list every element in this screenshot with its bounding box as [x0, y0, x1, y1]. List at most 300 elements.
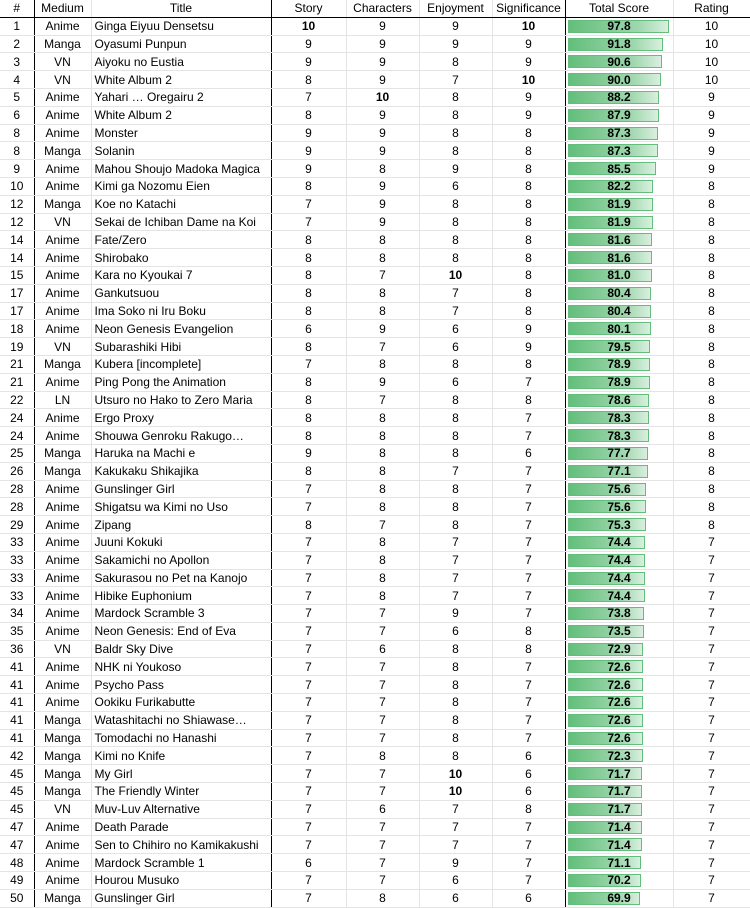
cell-enjoyment[interactable]: 6 [419, 622, 492, 640]
cell-title[interactable]: Ima Soko ni Iru Boku [91, 302, 271, 320]
cell-medium[interactable]: Anime [34, 605, 91, 623]
cell-rating[interactable]: 8 [673, 355, 750, 373]
cell-medium[interactable]: Anime [34, 569, 91, 587]
cell-rating[interactable]: 8 [673, 338, 750, 356]
cell-story[interactable]: 7 [271, 747, 346, 765]
cell-story[interactable]: 7 [271, 658, 346, 676]
cell-medium[interactable]: Anime [34, 818, 91, 836]
cell-significance[interactable]: 8 [492, 177, 565, 195]
cell-rank[interactable]: 34 [0, 605, 34, 623]
cell-story[interactable]: 7 [271, 818, 346, 836]
cell-rating[interactable]: 7 [673, 587, 750, 605]
cell-medium[interactable]: Anime [34, 533, 91, 551]
cell-enjoyment[interactable]: 8 [419, 729, 492, 747]
cell-title[interactable]: Hourou Musuko [91, 872, 271, 890]
cell-story[interactable]: 7 [271, 783, 346, 801]
cell-rank[interactable]: 36 [0, 640, 34, 658]
cell-significance[interactable]: 7 [492, 373, 565, 391]
cell-title[interactable]: Kimi ga Nozomu Eien [91, 177, 271, 195]
cell-story[interactable]: 8 [271, 462, 346, 480]
cell-title[interactable]: Tomodachi no Hanashi [91, 729, 271, 747]
cell-medium[interactable]: VN [34, 800, 91, 818]
cell-enjoyment[interactable]: 8 [419, 213, 492, 231]
header-title[interactable]: Title [91, 0, 271, 17]
cell-story[interactable]: 9 [271, 53, 346, 71]
cell-total-score[interactable] [565, 142, 673, 160]
cell-total-score[interactable] [565, 373, 673, 391]
cell-medium[interactable]: Anime [34, 17, 91, 35]
cell-enjoyment[interactable]: 8 [419, 658, 492, 676]
cell-rank[interactable]: 41 [0, 729, 34, 747]
cell-title[interactable]: Mardock Scramble 3 [91, 605, 271, 623]
cell-characters[interactable]: 7 [346, 658, 419, 676]
cell-rank[interactable]: 8 [0, 142, 34, 160]
cell-title[interactable]: Shigatsu wa Kimi no Uso [91, 498, 271, 516]
cell-characters[interactable]: 8 [346, 284, 419, 302]
cell-total-score[interactable] [565, 409, 673, 427]
cell-title[interactable]: Sakurasou no Pet na Kanojo [91, 569, 271, 587]
cell-enjoyment[interactable]: 7 [419, 302, 492, 320]
cell-total-score[interactable] [565, 302, 673, 320]
cell-enjoyment[interactable]: 9 [419, 17, 492, 35]
cell-rating[interactable]: 7 [673, 711, 750, 729]
cell-title[interactable]: Shirobako [91, 249, 271, 267]
header-significance[interactable]: Significance [492, 0, 565, 17]
cell-rating[interactable]: 7 [673, 836, 750, 854]
header-rating[interactable]: Rating [673, 0, 750, 17]
cell-medium[interactable]: Manga [34, 462, 91, 480]
cell-significance[interactable]: 10 [492, 17, 565, 35]
cell-characters[interactable]: 8 [346, 462, 419, 480]
cell-characters[interactable]: 7 [346, 836, 419, 854]
cell-rank[interactable]: 45 [0, 783, 34, 801]
cell-title[interactable]: Kimi no Knife [91, 747, 271, 765]
cell-story[interactable]: 7 [271, 605, 346, 623]
cell-story[interactable]: 7 [271, 836, 346, 854]
cell-characters[interactable]: 6 [346, 640, 419, 658]
cell-medium[interactable]: LN [34, 391, 91, 409]
cell-total-score[interactable] [565, 249, 673, 267]
cell-medium[interactable]: VN [34, 213, 91, 231]
cell-title[interactable]: My Girl [91, 765, 271, 783]
cell-enjoyment[interactable]: 10 [419, 266, 492, 284]
cell-title[interactable]: Kakukaku Shikajika [91, 462, 271, 480]
cell-medium[interactable]: Anime [34, 498, 91, 516]
cell-total-score[interactable] [565, 266, 673, 284]
cell-characters[interactable]: 8 [346, 444, 419, 462]
cell-medium[interactable]: Anime [34, 177, 91, 195]
cell-title[interactable]: Juuni Kokuki [91, 533, 271, 551]
cell-significance[interactable]: 8 [492, 142, 565, 160]
cell-story[interactable]: 7 [271, 498, 346, 516]
cell-rank[interactable]: 6 [0, 106, 34, 124]
cell-significance[interactable]: 9 [492, 106, 565, 124]
cell-enjoyment[interactable]: 9 [419, 854, 492, 872]
cell-story[interactable]: 9 [271, 160, 346, 178]
cell-story[interactable]: 8 [271, 427, 346, 445]
cell-title[interactable]: Kubera [incomplete] [91, 355, 271, 373]
cell-enjoyment[interactable]: 8 [419, 231, 492, 249]
cell-rating[interactable]: 9 [673, 88, 750, 106]
cell-rank[interactable]: 41 [0, 658, 34, 676]
cell-enjoyment[interactable]: 9 [419, 35, 492, 53]
cell-enjoyment[interactable]: 8 [419, 480, 492, 498]
cell-title[interactable]: Yahari … Oregairu 2 [91, 88, 271, 106]
cell-significance[interactable]: 8 [492, 231, 565, 249]
cell-story[interactable]: 7 [271, 569, 346, 587]
cell-title[interactable]: Hibike Euphonium [91, 587, 271, 605]
cell-medium[interactable]: Anime [34, 373, 91, 391]
cell-enjoyment[interactable]: 10 [419, 765, 492, 783]
cell-story[interactable]: 7 [271, 551, 346, 569]
cell-total-score[interactable] [565, 106, 673, 124]
cell-total-score[interactable] [565, 35, 673, 53]
cell-characters[interactable]: 9 [346, 53, 419, 71]
cell-rank[interactable]: 10 [0, 177, 34, 195]
cell-medium[interactable]: Anime [34, 622, 91, 640]
cell-enjoyment[interactable]: 8 [419, 427, 492, 445]
cell-enjoyment[interactable]: 7 [419, 551, 492, 569]
cell-characters[interactable]: 9 [346, 106, 419, 124]
cell-story[interactable]: 7 [271, 533, 346, 551]
cell-total-score[interactable] [565, 640, 673, 658]
cell-characters[interactable]: 7 [346, 729, 419, 747]
cell-total-score[interactable] [565, 854, 673, 872]
cell-enjoyment[interactable]: 8 [419, 88, 492, 106]
cell-characters[interactable]: 7 [346, 266, 419, 284]
cell-medium[interactable]: Manga [34, 765, 91, 783]
cell-rank[interactable]: 24 [0, 409, 34, 427]
cell-total-score[interactable] [565, 320, 673, 338]
cell-enjoyment[interactable]: 8 [419, 640, 492, 658]
cell-characters[interactable]: 8 [346, 889, 419, 907]
cell-medium[interactable]: Manga [34, 729, 91, 747]
cell-title[interactable]: Shouwa Genroku Rakugo… [91, 427, 271, 445]
cell-rank[interactable]: 47 [0, 818, 34, 836]
cell-characters[interactable]: 9 [346, 373, 419, 391]
cell-medium[interactable]: VN [34, 640, 91, 658]
cell-rating[interactable]: 7 [673, 889, 750, 907]
cell-rank[interactable]: 1 [0, 17, 34, 35]
cell-characters[interactable]: 7 [346, 516, 419, 534]
cell-medium[interactable]: Manga [34, 783, 91, 801]
cell-total-score[interactable] [565, 124, 673, 142]
cell-story[interactable]: 7 [271, 355, 346, 373]
cell-rating[interactable]: 9 [673, 106, 750, 124]
cell-story[interactable]: 7 [271, 694, 346, 712]
cell-rank[interactable]: 50 [0, 889, 34, 907]
cell-story[interactable]: 7 [271, 676, 346, 694]
cell-rank[interactable]: 41 [0, 694, 34, 712]
cell-rating[interactable]: 7 [673, 622, 750, 640]
cell-story[interactable]: 8 [271, 177, 346, 195]
cell-significance[interactable]: 9 [492, 53, 565, 71]
cell-rating[interactable]: 10 [673, 53, 750, 71]
cell-story[interactable]: 10 [271, 17, 346, 35]
cell-medium[interactable]: Anime [34, 694, 91, 712]
cell-rank[interactable]: 35 [0, 622, 34, 640]
cell-title[interactable]: Solanin [91, 142, 271, 160]
cell-total-score[interactable] [565, 605, 673, 623]
header-enjoyment[interactable]: Enjoyment [419, 0, 492, 17]
cell-characters[interactable]: 9 [346, 177, 419, 195]
cell-significance[interactable]: 8 [492, 213, 565, 231]
cell-characters[interactable]: 8 [346, 533, 419, 551]
cell-rank[interactable]: 17 [0, 302, 34, 320]
cell-total-score[interactable] [565, 498, 673, 516]
cell-enjoyment[interactable]: 8 [419, 391, 492, 409]
cell-title[interactable]: Koe no Katachi [91, 195, 271, 213]
cell-rank[interactable]: 14 [0, 231, 34, 249]
cell-significance[interactable]: 8 [492, 266, 565, 284]
cell-rank[interactable]: 17 [0, 284, 34, 302]
cell-rank[interactable]: 28 [0, 498, 34, 516]
cell-story[interactable]: 7 [271, 622, 346, 640]
cell-characters[interactable]: 8 [346, 480, 419, 498]
cell-enjoyment[interactable]: 8 [419, 711, 492, 729]
cell-significance[interactable]: 7 [492, 818, 565, 836]
cell-significance[interactable]: 8 [492, 800, 565, 818]
cell-significance[interactable]: 6 [492, 889, 565, 907]
cell-rating[interactable]: 9 [673, 124, 750, 142]
cell-significance[interactable]: 7 [492, 427, 565, 445]
cell-story[interactable]: 9 [271, 444, 346, 462]
cell-enjoyment[interactable]: 6 [419, 373, 492, 391]
cell-total-score[interactable] [565, 872, 673, 890]
cell-enjoyment[interactable]: 7 [419, 71, 492, 89]
cell-rank[interactable]: 22 [0, 391, 34, 409]
cell-story[interactable]: 7 [271, 587, 346, 605]
cell-characters[interactable]: 9 [346, 124, 419, 142]
cell-rating[interactable]: 8 [673, 284, 750, 302]
cell-significance[interactable]: 9 [492, 88, 565, 106]
cell-medium[interactable]: Anime [34, 480, 91, 498]
cell-title[interactable]: Fate/Zero [91, 231, 271, 249]
cell-significance[interactable]: 8 [492, 355, 565, 373]
cell-enjoyment[interactable]: 8 [419, 444, 492, 462]
cell-characters[interactable]: 7 [346, 338, 419, 356]
cell-significance[interactable]: 9 [492, 320, 565, 338]
cell-significance[interactable]: 8 [492, 391, 565, 409]
cell-enjoyment[interactable]: 7 [419, 569, 492, 587]
header-medium[interactable]: Medium [34, 0, 91, 17]
cell-medium[interactable]: Anime [34, 587, 91, 605]
cell-title[interactable]: Monster [91, 124, 271, 142]
cell-story[interactable]: 7 [271, 213, 346, 231]
cell-rating[interactable]: 8 [673, 195, 750, 213]
cell-medium[interactable]: Anime [34, 106, 91, 124]
cell-rank[interactable]: 41 [0, 676, 34, 694]
cell-total-score[interactable] [565, 765, 673, 783]
cell-significance[interactable]: 9 [492, 338, 565, 356]
cell-rank[interactable]: 19 [0, 338, 34, 356]
cell-significance[interactable]: 7 [492, 676, 565, 694]
cell-title[interactable]: Death Parade [91, 818, 271, 836]
cell-medium[interactable]: Anime [34, 284, 91, 302]
cell-significance[interactable]: 7 [492, 694, 565, 712]
cell-total-score[interactable] [565, 533, 673, 551]
cell-medium[interactable]: Manga [34, 889, 91, 907]
cell-rank[interactable]: 8 [0, 124, 34, 142]
cell-enjoyment[interactable]: 8 [419, 142, 492, 160]
cell-medium[interactable]: VN [34, 53, 91, 71]
cell-title[interactable]: Utsuro no Hako to Zero Maria [91, 391, 271, 409]
cell-total-score[interactable] [565, 71, 673, 89]
cell-medium[interactable]: Anime [34, 88, 91, 106]
cell-characters[interactable]: 8 [346, 569, 419, 587]
cell-title[interactable]: Gunslinger Girl [91, 480, 271, 498]
cell-story[interactable]: 9 [271, 35, 346, 53]
cell-rank[interactable]: 29 [0, 516, 34, 534]
cell-significance[interactable]: 6 [492, 747, 565, 765]
cell-title[interactable]: White Album 2 [91, 106, 271, 124]
cell-significance[interactable]: 6 [492, 444, 565, 462]
cell-story[interactable]: 7 [271, 480, 346, 498]
cell-total-score[interactable] [565, 88, 673, 106]
cell-significance[interactable]: 7 [492, 605, 565, 623]
cell-enjoyment[interactable]: 7 [419, 533, 492, 551]
cell-story[interactable]: 8 [271, 249, 346, 267]
cell-story[interactable]: 6 [271, 854, 346, 872]
cell-rank[interactable]: 12 [0, 213, 34, 231]
cell-medium[interactable]: Anime [34, 551, 91, 569]
cell-medium[interactable]: Anime [34, 676, 91, 694]
cell-total-score[interactable] [565, 53, 673, 71]
cell-rating[interactable]: 7 [673, 783, 750, 801]
cell-medium[interactable]: Anime [34, 516, 91, 534]
cell-significance[interactable]: 7 [492, 587, 565, 605]
cell-total-score[interactable] [565, 231, 673, 249]
cell-rank[interactable]: 41 [0, 711, 34, 729]
cell-total-score[interactable] [565, 711, 673, 729]
cell-medium[interactable]: Anime [34, 160, 91, 178]
cell-rank[interactable]: 49 [0, 872, 34, 890]
cell-significance[interactable]: 8 [492, 249, 565, 267]
cell-story[interactable]: 7 [271, 88, 346, 106]
cell-rating[interactable]: 10 [673, 71, 750, 89]
cell-characters[interactable]: 8 [346, 427, 419, 445]
cell-characters[interactable]: 7 [346, 605, 419, 623]
cell-story[interactable]: 8 [271, 338, 346, 356]
cell-title[interactable]: Watashitachi no Shiawase… [91, 711, 271, 729]
cell-rating[interactable]: 8 [673, 498, 750, 516]
cell-significance[interactable]: 7 [492, 836, 565, 854]
cell-story[interactable]: 8 [271, 391, 346, 409]
cell-characters[interactable]: 7 [346, 622, 419, 640]
cell-characters[interactable]: 8 [346, 409, 419, 427]
cell-characters[interactable]: 8 [346, 355, 419, 373]
cell-rank[interactable]: 12 [0, 195, 34, 213]
cell-rank[interactable]: 33 [0, 533, 34, 551]
cell-significance[interactable]: 6 [492, 765, 565, 783]
cell-total-score[interactable] [565, 284, 673, 302]
cell-rating[interactable]: 8 [673, 391, 750, 409]
cell-characters[interactable]: 9 [346, 195, 419, 213]
cell-significance[interactable]: 9 [492, 35, 565, 53]
cell-total-score[interactable] [565, 195, 673, 213]
cell-medium[interactable]: Manga [34, 142, 91, 160]
cell-title[interactable]: Oyasumi Punpun [91, 35, 271, 53]
cell-rating[interactable]: 8 [673, 177, 750, 195]
cell-rating[interactable]: 7 [673, 747, 750, 765]
cell-rank[interactable]: 9 [0, 160, 34, 178]
cell-rating[interactable]: 8 [673, 373, 750, 391]
cell-enjoyment[interactable]: 8 [419, 106, 492, 124]
cell-rating[interactable]: 7 [673, 605, 750, 623]
cell-total-score[interactable] [565, 516, 673, 534]
cell-significance[interactable]: 8 [492, 284, 565, 302]
cell-significance[interactable]: 7 [492, 551, 565, 569]
cell-total-score[interactable] [565, 480, 673, 498]
cell-enjoyment[interactable]: 8 [419, 249, 492, 267]
cell-total-score[interactable] [565, 17, 673, 35]
cell-significance[interactable]: 8 [492, 160, 565, 178]
cell-medium[interactable]: Manga [34, 444, 91, 462]
cell-title[interactable]: Ookiku Furikabutte [91, 694, 271, 712]
cell-rating[interactable]: 7 [673, 765, 750, 783]
cell-significance[interactable]: 10 [492, 71, 565, 89]
cell-enjoyment[interactable]: 8 [419, 195, 492, 213]
cell-characters[interactable]: 7 [346, 391, 419, 409]
cell-rank[interactable]: 26 [0, 462, 34, 480]
cell-story[interactable]: 8 [271, 231, 346, 249]
cell-rating[interactable]: 7 [673, 640, 750, 658]
cell-significance[interactable]: 7 [492, 533, 565, 551]
cell-rating[interactable]: 10 [673, 17, 750, 35]
cell-significance[interactable]: 7 [492, 569, 565, 587]
cell-story[interactable]: 6 [271, 320, 346, 338]
header-characters[interactable]: Characters [346, 0, 419, 17]
cell-total-score[interactable] [565, 818, 673, 836]
cell-story[interactable]: 8 [271, 302, 346, 320]
cell-total-score[interactable] [565, 391, 673, 409]
cell-rank[interactable]: 5 [0, 88, 34, 106]
cell-enjoyment[interactable]: 9 [419, 605, 492, 623]
cell-rating[interactable]: 8 [673, 213, 750, 231]
cell-rating[interactable]: 7 [673, 800, 750, 818]
cell-total-score[interactable] [565, 462, 673, 480]
cell-medium[interactable]: Anime [34, 124, 91, 142]
cell-characters[interactable]: 8 [346, 551, 419, 569]
cell-medium[interactable]: Anime [34, 409, 91, 427]
cell-enjoyment[interactable]: 6 [419, 177, 492, 195]
cell-rank[interactable]: 33 [0, 551, 34, 569]
cell-characters[interactable]: 6 [346, 800, 419, 818]
cell-title[interactable]: Muv-Luv Alternative [91, 800, 271, 818]
cell-total-score[interactable] [565, 622, 673, 640]
cell-title[interactable]: Kara no Kyoukai 7 [91, 266, 271, 284]
cell-title[interactable]: Mahou Shoujo Madoka Magica [91, 160, 271, 178]
header-num[interactable]: # [0, 0, 34, 17]
cell-characters[interactable]: 8 [346, 587, 419, 605]
cell-title[interactable]: White Album 2 [91, 71, 271, 89]
cell-enjoyment[interactable]: 8 [419, 747, 492, 765]
cell-enjoyment[interactable]: 8 [419, 355, 492, 373]
cell-enjoyment[interactable]: 8 [419, 124, 492, 142]
cell-enjoyment[interactable]: 6 [419, 320, 492, 338]
cell-medium[interactable]: Manga [34, 355, 91, 373]
cell-rank[interactable]: 2 [0, 35, 34, 53]
cell-medium[interactable]: Anime [34, 658, 91, 676]
cell-characters[interactable]: 8 [346, 249, 419, 267]
cell-characters[interactable]: 9 [346, 213, 419, 231]
cell-rank[interactable]: 21 [0, 373, 34, 391]
cell-rating[interactable]: 8 [673, 427, 750, 445]
cell-total-score[interactable] [565, 836, 673, 854]
cell-enjoyment[interactable]: 8 [419, 676, 492, 694]
cell-title[interactable]: Baldr Sky Dive [91, 640, 271, 658]
cell-story[interactable]: 8 [271, 284, 346, 302]
